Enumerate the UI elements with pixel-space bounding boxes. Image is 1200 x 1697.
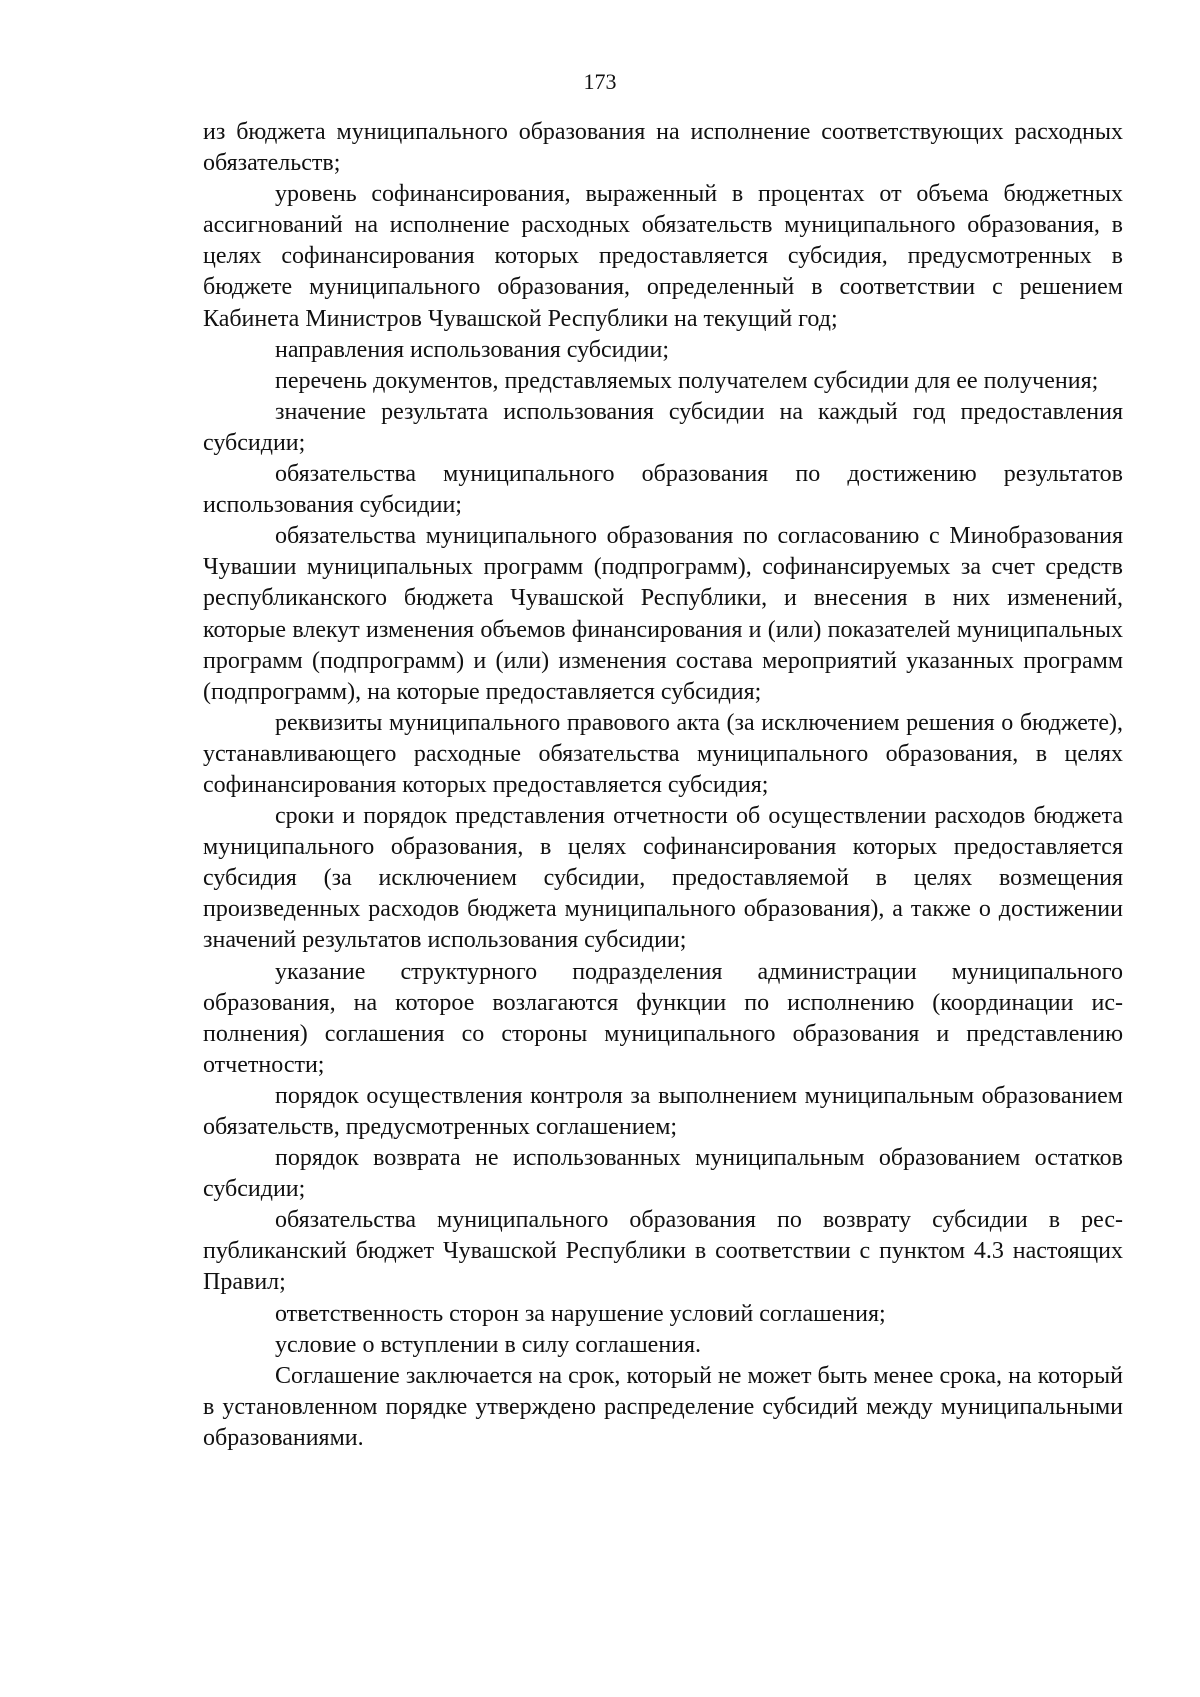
paragraph-control-procedure: порядок осуществления контроля за выполнением муниципальным образованием обязательств, предусмотренных соглашением; [203, 1082, 1123, 1140]
paragraph-continuation: из бюджета муниципального образования на исполнение соответствующих расходных обязательств; [203, 119, 1123, 177]
paragraph-cofinancing-level: уровень софинансирования, выраженный в процентах от объема бюджетных ассигнований на исполнение расходных обязательств муниципального образования, в целях софинансирования которых предоставляется субсидия, предусмотренных в бюджете муниципального образования, определенный в соответствии с решением Кабинета Министров Чувашской Республики на текущий год; [203, 181, 1123, 332]
paragraph-return-procedure: порядок возврата не использованных муниципальным образованием остатков субсидии; [203, 1145, 1123, 1203]
paragraph-usage-directions: направления использования субсидии; [275, 336, 670, 363]
paragraph-agreement-term: Соглашение заключается на срок, который не может быть менее срока, на который в установленном порядке утверждено распределение субсидий между муниципальными образованиями. [203, 1362, 1123, 1451]
paragraph-reporting-terms: сроки и порядок представления отчетности об осуществлении расходов бюджета муниципального образования, в целях софинансирования которых предоставляется субсидия (за исключением субсидии, предоставляемой в целях возмещения произведенных расходов бюджета муниципального образования), а также о достижении значений результатов использования субсидии; [203, 803, 1123, 954]
paragraph-entry-into-force: условие о вступлении в силу соглашения. [275, 1331, 702, 1358]
paragraph-return-obligations: обязательства муниципального образования по возврату субсидии в республиканский бюджет Чувашской Республики в соответствии с пунктом 4.3 настоящих Правил; [203, 1207, 1123, 1296]
document-body [203, 117, 1123, 1454]
paragraph-liability: ответственность сторон за нарушение условий соглашения; [275, 1300, 886, 1327]
paragraph-documents-list: перечень документов, представляемых получателем субсидии для ее получения; [275, 367, 1099, 394]
page-number: 173 [583, 69, 617, 94]
paragraph-program-approval: обязательства муниципального образования по согласованию с Минобразования Чувашии муниципальных программ (подпрограмм), софинансируемых за счет средств республиканского бюджета Чувашской Республики, и внесения в них изменений, которые влекут изменения объемов финансирования и (или) показателей муниципальных программ (подпрограмм) и (или) изменения состава мероприятий указанных программ (подпрограмм), на которые предоставляется субсидия; [203, 523, 1123, 705]
paragraph-responsible-division: указание структурного подразделения администрации муниципального образования, на которое возлагаются функции по исполнению (координации исполнения) соглашения со стороны муниципального образования и представлению отчетности; [203, 958, 1123, 1078]
paragraph-legal-act-details: реквизиты муниципального правового акта (за исключением решения о бюджете), устанавливающего расходные обязательства муниципального образования, в целях софинансирования которых предоставляется субсидия; [203, 709, 1123, 798]
paragraph-result-obligations: обязательства муниципального образования по достижению результатов использования субсидии; [203, 461, 1123, 519]
paragraph-result-value: значение результата использования субсидии на каждый год предоставления субсидии; [203, 398, 1123, 456]
